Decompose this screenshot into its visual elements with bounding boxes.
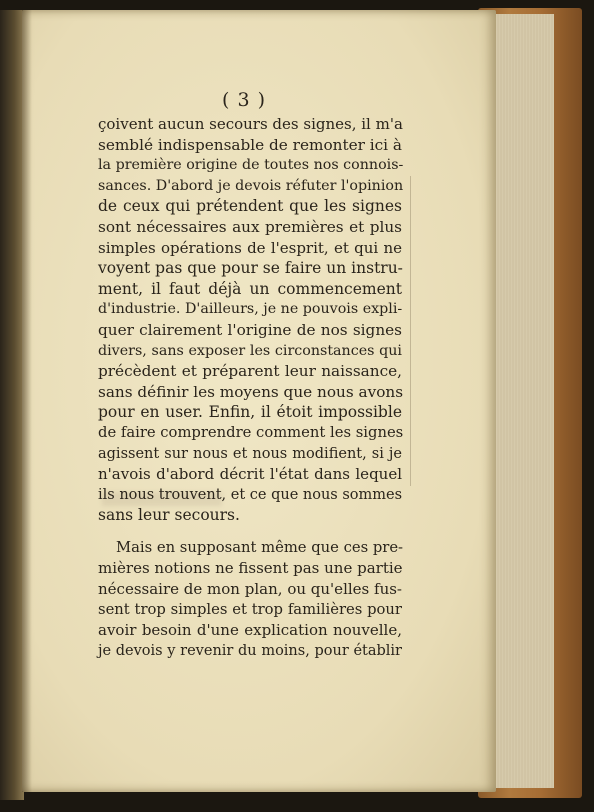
text-line: d'industrie. D'ailleurs, je ne pouvois expli- [98,301,403,318]
text-line: quer clairement l'origine de nos signes [98,320,402,339]
text-line: sont nécessaires aux premières et plus [98,217,402,236]
text-line: pour en user. Enfin, il étoit impossible [98,403,402,422]
paragraph-2 [98,538,402,662]
text-line: ment, il faut déjà un commencement [98,279,402,298]
paragraph-1 [98,114,402,526]
text-line: sans définir les moyens que nous avons [98,382,404,401]
text-line: voyent pas que pour se faire un instru- [98,259,403,278]
text-line: précèdent et préparent leur naissance, [98,362,402,381]
text-line: agissent sur nous et nous modifient, si je [98,445,402,462]
text-line: de ceux qui prétendent que les signes [98,197,402,216]
text-line: semblé indispensable de remonter ici à [98,135,402,154]
text-line: avoir besoin d'une explication nouvelle, [98,621,402,640]
gutter-shadow [22,10,32,792]
text-line: de faire comprendre comment les signes [98,423,404,441]
text-line: sances. D'abord je devois réfuter l'opinion [98,177,404,194]
left-cover-edge [0,10,24,800]
paragraph-gap [98,526,402,538]
text-line: ils nous trouvent, et ce que nous sommes [98,486,403,503]
margin-pencil-mark [404,176,411,486]
text-line: nécessaire de mon plan, ou qu'elles fus- [98,580,402,599]
text-line: je devois y revenir du moins, pour établir [98,642,402,659]
body-text [98,114,402,661]
text-line: la première origine de toutes nos connois- [98,157,404,174]
text-line: sans leur secours. [98,506,240,525]
text-line: mières notions ne fissent pas une partie [98,559,403,578]
text-line: Mais en supposant même que ces pre- [116,538,404,556]
text-line: sent trop simples et trop familières pour [98,600,402,618]
text-line: çoivent aucun secours des signes, il m'a [98,115,403,133]
text-line: simples opérations de l'esprit, et qui ne [98,238,402,257]
text-line: n'avois d'abord décrit l'état dans lequel [98,465,402,484]
text-line: divers, sans exposer les circonstances qui [98,342,402,359]
page-number: ( 3 ) [222,89,266,111]
